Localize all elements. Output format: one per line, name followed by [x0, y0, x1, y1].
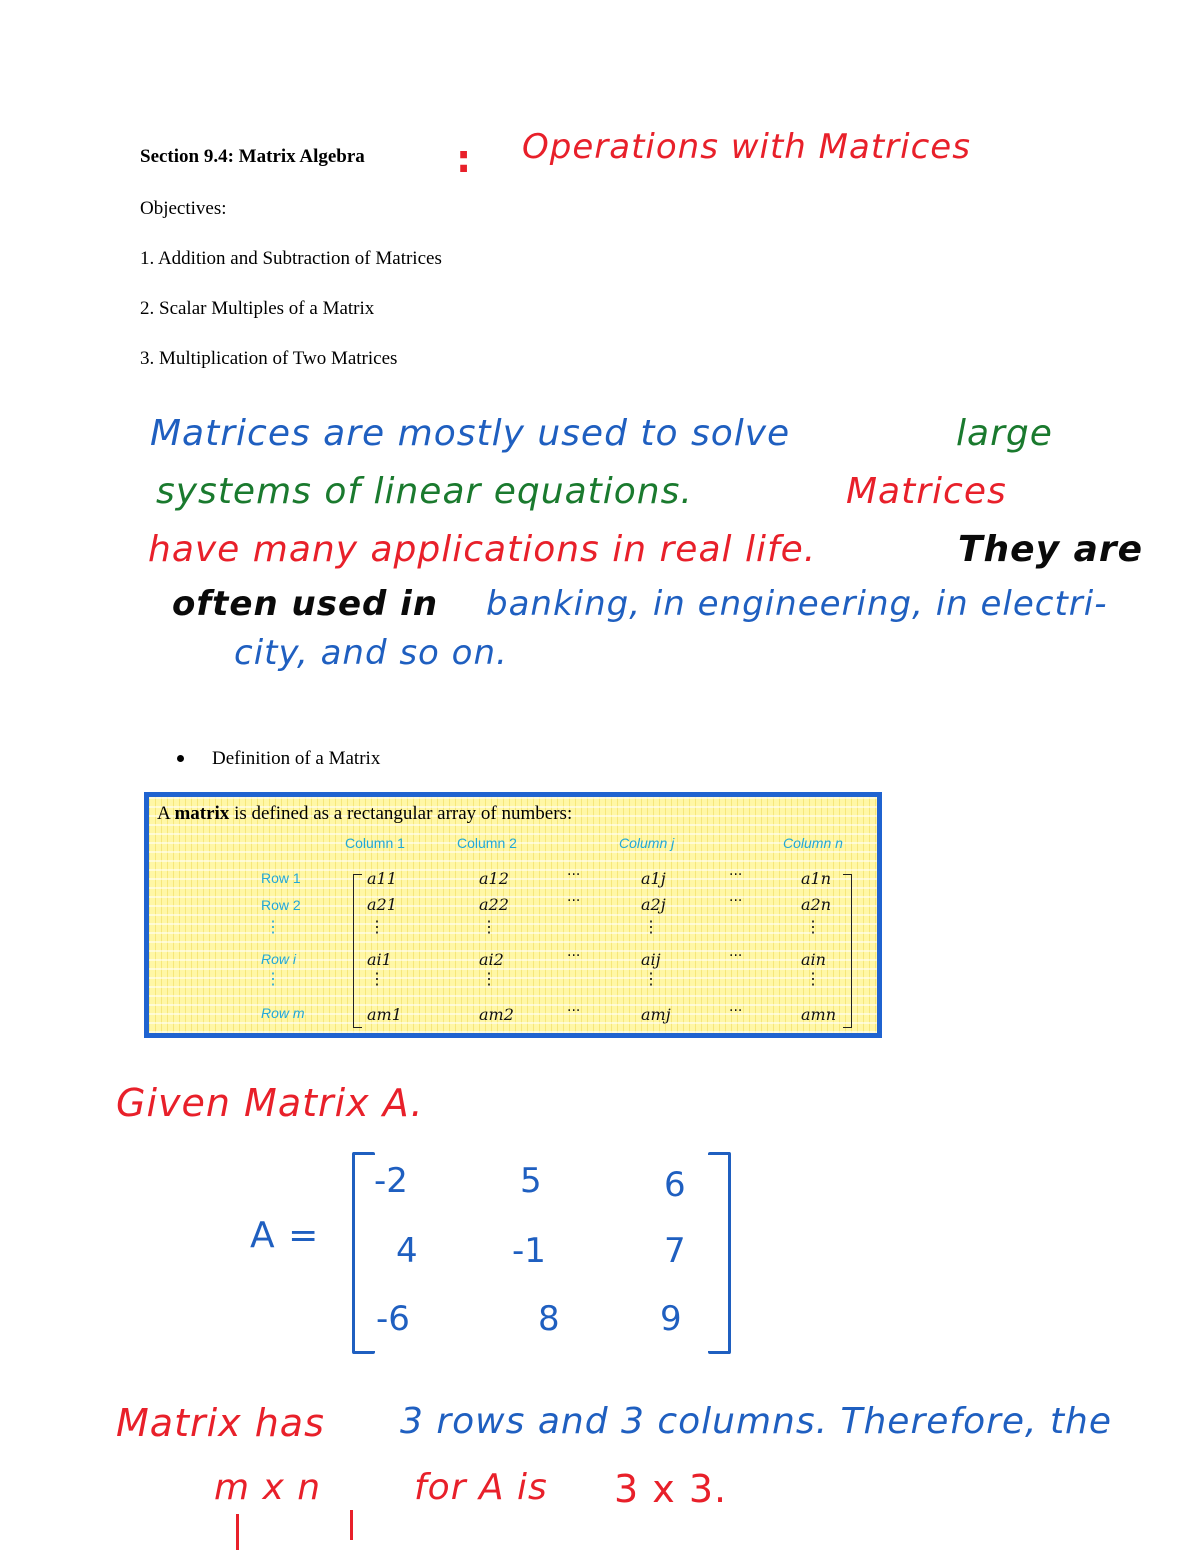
note-line-2b: Matrices — [846, 471, 1007, 512]
given-label: Given Matrix A. — [116, 1081, 424, 1125]
hdots: ··· — [729, 867, 743, 883]
m-pointer-stroke — [236, 1514, 239, 1550]
a-r2c1: 4 — [396, 1231, 418, 1271]
element-ain: ain — [801, 950, 826, 969]
element-a2j: a2j — [641, 895, 666, 914]
column-label-1: Column 1 — [345, 835, 405, 851]
conclusion-line-2a: m x n — [214, 1467, 322, 1508]
bullet-dot — [177, 755, 184, 762]
a-r3c2: 8 — [538, 1299, 560, 1339]
element-ai1: ai1 — [367, 950, 392, 969]
element-a1j: a1j — [641, 869, 666, 888]
figure-title — [157, 803, 572, 825]
element-a2n: a2n — [801, 895, 832, 914]
vdots: ⋮ — [481, 917, 497, 936]
vdots: ⋮ — [643, 969, 659, 988]
column-label-n: Column n — [783, 835, 843, 851]
n-pointer-stroke — [350, 1510, 353, 1540]
hdots: ··· — [567, 893, 581, 909]
vdots: ⋮ — [369, 917, 385, 936]
handwritten-title: Operations with Matrices — [522, 127, 971, 167]
vdots: ⋮ — [481, 969, 497, 988]
hdots: ··· — [567, 948, 581, 964]
element-a12: a12 — [479, 869, 509, 888]
hand-left-bracket — [352, 1152, 375, 1354]
note-line-4b: banking, in engineering, in electri- — [486, 584, 1108, 624]
row-label-1: Row 1 — [261, 870, 301, 886]
figure-title-pre: A — [157, 803, 175, 824]
conclusion-line-2b: for A is — [414, 1467, 548, 1508]
hdots: ··· — [567, 1003, 581, 1019]
element-ai2: ai2 — [479, 950, 504, 969]
element-a21: a21 — [367, 895, 397, 914]
note-line-4a: often used in — [172, 584, 439, 624]
conclusion-line-1a: Matrix has — [116, 1401, 325, 1445]
matrix-definition-figure — [144, 792, 882, 1038]
title-colon: : — [456, 137, 473, 181]
hdots: ··· — [567, 867, 581, 883]
vdots: ⋮ — [805, 917, 821, 936]
note-line-1b: large — [956, 413, 1053, 454]
hdots: ··· — [729, 948, 743, 964]
note-line-3b: They are — [958, 529, 1144, 570]
column-label-2: Column 2 — [457, 835, 517, 851]
element-a11: a11 — [367, 869, 397, 888]
vdots: ⋮ — [805, 969, 821, 988]
right-bracket — [843, 874, 852, 1028]
matrix-a-lhs: A = — [250, 1215, 320, 1256]
figure-title-post: is defined as a rectangular array of numbers: — [229, 803, 573, 824]
column-label-j: Column j — [619, 835, 675, 851]
note-line-3a: have many applications in real life. — [148, 529, 817, 570]
note-line-1a: Matrices are mostly used to solve — [150, 413, 791, 454]
section-title: Section 9.4: Matrix Algebra — [140, 146, 365, 167]
hdots: ··· — [729, 1003, 743, 1019]
a-r2c2: -1 — [512, 1231, 546, 1271]
vdots: ⋮ — [643, 917, 659, 936]
a-r2c3: 7 — [664, 1231, 686, 1271]
conclusion-line-1b: 3 rows and 3 columns. Therefore, the — [400, 1401, 1113, 1442]
element-a22: a22 — [479, 895, 509, 914]
left-bracket — [353, 874, 362, 1028]
a-r1c3: 6 — [664, 1165, 686, 1205]
hand-right-bracket — [708, 1152, 731, 1354]
conclusion-line-2c: 3 x 3. — [614, 1467, 728, 1511]
row-vdots: ⋮ — [265, 919, 281, 936]
note-line-5: city, and so on. — [234, 633, 508, 673]
element-am2: am2 — [479, 1005, 514, 1024]
hdots: ··· — [729, 893, 743, 909]
element-amn: amn — [801, 1005, 837, 1024]
element-aij: aij — [641, 950, 661, 969]
row-label-2: Row 2 — [261, 897, 301, 913]
note-line-2a: systems of linear equations. — [156, 471, 693, 512]
row-label-i: Row i — [261, 951, 297, 967]
figure-title-bold: matrix — [174, 803, 230, 824]
vdots: ⋮ — [369, 969, 385, 988]
a-r1c1: -2 — [374, 1161, 408, 1201]
row-vdots-2: ⋮ — [265, 971, 281, 988]
objectives-heading: Objectives: — [140, 198, 227, 219]
element-am1: am1 — [367, 1005, 402, 1024]
objective-item-1: 1. Addition and Subtraction of Matrices — [140, 248, 442, 269]
a-r3c3: 9 — [660, 1299, 682, 1339]
definition-bullet: Definition of a Matrix — [212, 748, 381, 769]
objective-item-2: 2. Scalar Multiples of a Matrix — [140, 298, 375, 319]
element-a1n: a1n — [801, 869, 832, 888]
a-r1c2: 5 — [520, 1161, 542, 1201]
row-label-m: Row m — [261, 1005, 305, 1021]
a-r3c1: -6 — [376, 1299, 410, 1339]
objective-item-3: 3. Multiplication of Two Matrices — [140, 348, 398, 369]
element-amj: amj — [641, 1005, 671, 1024]
